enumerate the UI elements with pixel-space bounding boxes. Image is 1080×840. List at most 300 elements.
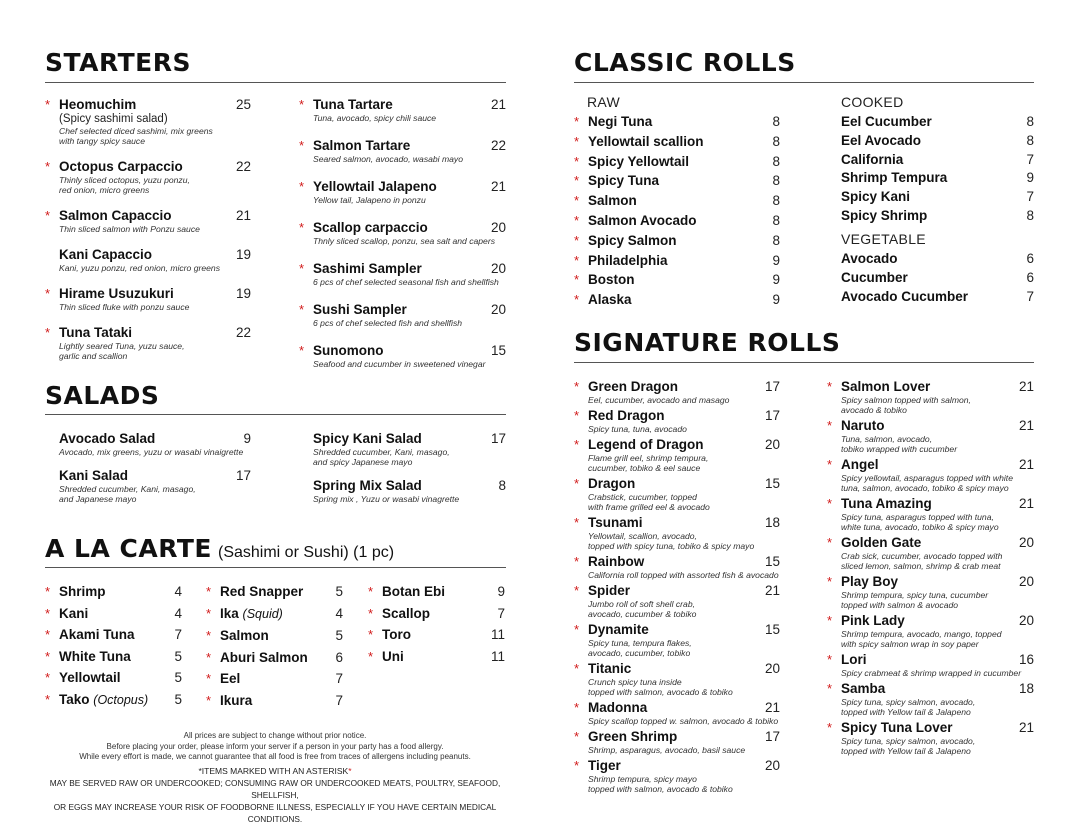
menu-item: [827, 207, 1034, 224]
item-name-text: Eel Avocado: [841, 132, 922, 148]
item-price: 21: [490, 179, 506, 194]
item-name: [382, 626, 505, 643]
item-description: Spicy tuna, tempura flakes, avocado, cucumber, tobiko: [588, 638, 692, 658]
item-description: 6 pcs of chef selected fish and shellfish: [313, 318, 463, 328]
item-description: Shredded cucumber, Kani, masago, and Japanese mayo: [59, 484, 196, 504]
raw-asterisk-icon: *: [368, 627, 374, 642]
item-name: [841, 250, 1034, 267]
item-name-note: (Squid): [242, 606, 283, 621]
menu-item: [299, 301, 506, 328]
item-name: [588, 757, 780, 774]
raw-asterisk-icon: *: [368, 605, 374, 621]
item-price: 15: [490, 343, 506, 358]
item-name: [59, 605, 182, 622]
alacarte-col-1: [45, 583, 182, 709]
item-name-text: Spider: [588, 583, 631, 598]
menu-item: [45, 207, 251, 234]
item-price: 8: [772, 193, 780, 209]
item-price: 20: [490, 302, 506, 317]
item-price: 11: [490, 648, 505, 664]
item-description: Chef selected diced sashimi, mix greens with tangy spicy sauce: [59, 126, 213, 146]
raw-asterisk-icon: *: [574, 252, 580, 268]
raw-asterisk-icon: *: [574, 133, 580, 149]
item-price: 8: [1026, 132, 1034, 148]
item-name: [220, 627, 343, 644]
raw-asterisk-icon: *: [574, 379, 580, 394]
item-price: 7: [497, 605, 505, 621]
item-name: [220, 692, 343, 709]
item-name-text: Tiger: [588, 758, 621, 773]
item-name: [220, 583, 343, 600]
item-price: 7: [1026, 151, 1034, 167]
alacarte-title: [45, 536, 394, 561]
menu-item: [574, 192, 780, 209]
item-description: Seafood and cucumber in sweetened vinegar: [313, 359, 486, 369]
item-name: [588, 699, 780, 716]
item-name-text: Avocado Cucumber: [841, 288, 969, 304]
item-name-text: Scallop carpaccio: [313, 220, 428, 235]
item-name: [59, 626, 182, 643]
item-description: Eel, cucumber, avocado and masago: [588, 395, 730, 405]
item-name: [588, 133, 780, 150]
item-price: 8: [772, 173, 780, 189]
item-price: 16: [1018, 652, 1034, 667]
item-price: 20: [764, 758, 780, 773]
item-name-text: Botan Ebi: [382, 584, 445, 599]
raw-asterisk-icon: *: [827, 379, 833, 394]
menu-item: [45, 626, 182, 643]
item-name: [59, 467, 251, 484]
item-description: Seared salmon, avocado, wasabi mayo: [313, 154, 463, 164]
item-name-text: Madonna: [588, 700, 648, 715]
menu-item: [574, 582, 780, 619]
item-name: [841, 573, 1034, 590]
item-name: [59, 246, 251, 263]
item-name: [841, 417, 1034, 434]
item-name: [588, 212, 780, 229]
item-price: 15: [764, 476, 780, 491]
menu-item: [299, 96, 506, 123]
item-name: [588, 291, 780, 308]
item-price: 17: [764, 408, 780, 423]
item-name: [841, 378, 1034, 395]
item-price: 21: [764, 583, 780, 598]
signature-col-2: [827, 378, 1034, 756]
item-name-text: Ika: [220, 605, 239, 621]
menu-item: [574, 153, 780, 170]
item-price: 18: [764, 515, 780, 530]
classic-cooked-column: [827, 93, 1034, 305]
item-price: 18: [1018, 681, 1034, 696]
item-description: Spicy tuna, spicy salmon, avocado, topped with Yellow tail & Jalapeno: [841, 736, 976, 756]
menu-item: [827, 132, 1034, 149]
item-price: 9: [243, 431, 251, 446]
item-price: 21: [235, 208, 251, 223]
menu-item: [45, 605, 182, 622]
item-name: [588, 378, 780, 395]
raw-asterisk-icon: *: [206, 649, 212, 665]
item-name-text: Sunomono: [313, 343, 384, 358]
menu-item: [45, 430, 251, 457]
item-price: 5: [335, 584, 343, 599]
item-name-text: Salmon Lover: [841, 379, 931, 394]
item-name-text: Avocado Salad: [59, 431, 156, 446]
classic-raw-column: [574, 93, 780, 308]
item-price: 20: [1018, 535, 1034, 550]
item-name: [220, 670, 343, 687]
raw-asterisk-icon: *: [206, 584, 212, 599]
menu-item: [574, 553, 780, 580]
item-description: Spicy tuna, tuna, avocado: [588, 424, 687, 434]
item-name: [59, 691, 182, 709]
item-name: [59, 583, 182, 600]
item-price: 15: [764, 622, 780, 637]
item-price: 4: [174, 605, 182, 621]
item-name: [841, 207, 1034, 224]
menu-item: [574, 407, 780, 434]
menu-item: [574, 252, 780, 269]
menu-item: [299, 178, 506, 205]
item-price: 5: [174, 691, 182, 707]
raw-asterisk-icon: *: [574, 661, 580, 676]
item-name-text: Rainbow: [588, 554, 645, 569]
item-name: [588, 553, 780, 570]
item-name-text: Pink Lady: [841, 613, 905, 628]
raw-asterisk-icon: *: [368, 648, 374, 664]
menu-item: [827, 651, 1034, 678]
menu-item: [299, 430, 506, 467]
item-price: 21: [1018, 496, 1034, 511]
menu-item: [827, 456, 1034, 493]
item-price: 8: [1026, 207, 1034, 223]
item-name: [382, 605, 505, 622]
item-price: 25: [235, 97, 251, 112]
menu-item: [45, 583, 182, 600]
menu-item: [574, 172, 780, 189]
menu-item: [827, 534, 1034, 571]
item-name-text: Green Dragon: [588, 379, 679, 394]
classic-rolls-rule: [574, 82, 1034, 83]
item-price: 5: [174, 670, 182, 685]
item-alias: (Spicy sashimi salad): [59, 113, 168, 125]
menu-item: [206, 670, 343, 687]
starters-title: STARTERS: [45, 48, 191, 77]
item-name: [588, 436, 780, 453]
alacarte-col-3: [368, 583, 505, 665]
menu-item: [574, 436, 780, 473]
raw-asterisk-icon: *: [45, 691, 51, 707]
item-name-text: Red Dragon: [588, 408, 665, 423]
raw-asterisk-icon: *: [827, 418, 833, 433]
item-name-text: Avocado: [841, 250, 898, 266]
signature-rolls-rule: [574, 362, 1034, 363]
item-name: [841, 719, 1034, 736]
raw-asterisk-icon: *: [827, 613, 833, 628]
raw-asterisk-icon: *: [574, 408, 580, 423]
raw-asterisk-icon: *: [45, 97, 51, 112]
raw-asterisk-icon: *: [574, 212, 580, 228]
item-name: [841, 151, 1034, 168]
item-name-text: Tsunami: [588, 515, 643, 530]
item-description: Thin sliced fluke with ponzu sauce: [59, 302, 190, 312]
item-price: 9: [772, 292, 780, 308]
menu-item: [574, 514, 780, 551]
item-name-text: Shrimp Tempura: [841, 170, 948, 186]
item-name: [588, 252, 780, 269]
alacarte-subtitle: (Sashimi or Sushi) (1 pc): [218, 544, 395, 561]
item-description: Thinly sliced octopus, yuzu ponzu, red onion, micro greens: [59, 175, 190, 195]
item-price: 17: [235, 468, 251, 483]
raw-asterisk-icon: *: [827, 574, 833, 589]
footer-line-2: Before placing your order, please inform your server if a person in your party has a food allergy.: [106, 741, 444, 751]
raw-asterisk-icon: *: [206, 692, 212, 708]
item-price: 6: [1026, 250, 1034, 266]
item-name: [382, 648, 505, 665]
item-name: [59, 285, 251, 302]
item-description: Crabstick, cucumber, topped with frame grilled eel & avocado: [588, 492, 710, 512]
item-name-text: Hirame Usuzukuri: [59, 286, 174, 301]
item-description: Kani, yuzu ponzu, red onion, micro greens: [59, 263, 220, 273]
allergy-footer: [45, 731, 505, 825]
item-name: [588, 660, 780, 677]
item-name-text: Titanic: [588, 661, 632, 676]
item-name: [841, 269, 1034, 286]
item-name-text: Naruto: [841, 418, 885, 433]
classic-rolls-title: CLASSIC ROLLS: [574, 48, 796, 77]
item-price: 8: [498, 478, 506, 493]
item-name-text: Ikura: [220, 692, 253, 708]
item-name-text: White Tuna: [59, 648, 131, 664]
footer-warning-1: MAY BE SERVED RAW OR UNDERCOOKED; CONSUMING RAW OR UNDERCOOKED MEATS, POULTRY, SEAFOOD, SHELLFISH,: [49, 777, 501, 800]
item-name-text: Yellowtail: [59, 670, 121, 685]
menu-item: [574, 475, 780, 512]
menu-item: [574, 660, 780, 697]
raw-asterisk-icon: *: [299, 343, 305, 358]
item-name: [59, 96, 251, 113]
raw-asterisk-icon: *: [299, 138, 305, 153]
menu-item: [299, 477, 506, 504]
menu-item: [574, 757, 780, 794]
item-description: Shredded cucumber, Kani, masago, and spicy Japanese mayo: [313, 447, 450, 467]
salads-col-2: [299, 430, 506, 504]
raw-asterisk-icon: *: [574, 193, 580, 209]
item-name-text: Kani: [59, 605, 89, 621]
menu-item: [368, 605, 505, 622]
vegetable-category-label: VEGETABLE: [841, 230, 926, 247]
menu-item: [368, 626, 505, 643]
raw-asterisk-icon: *: [45, 605, 51, 621]
raw-asterisk-icon: *: [574, 554, 580, 569]
item-name: [313, 178, 506, 195]
item-name: [588, 514, 780, 531]
item-name-text: Angel: [841, 457, 879, 472]
item-name: [588, 113, 780, 130]
item-name-text: Tako: [59, 691, 90, 707]
footer-asterisk-note: [45, 765, 505, 777]
item-description: Shrimp, asparagus, avocado, basil sauce: [588, 745, 746, 755]
item-name: [588, 621, 780, 638]
item-name-text: Spicy Tuna Lover: [841, 720, 953, 735]
alacarte-rule: [45, 567, 506, 568]
item-price: 21: [764, 700, 780, 715]
item-name: [59, 430, 251, 447]
item-name-text: Tuna Tartare: [313, 97, 393, 112]
raw-asterisk-icon: *: [574, 515, 580, 530]
item-price: 6: [1026, 269, 1034, 285]
menu-item: [45, 96, 251, 146]
item-description: Jumbo roll of soft shell crab, avocado, cucumber & tobiko: [588, 599, 697, 619]
item-price: 8: [772, 153, 780, 169]
item-price: 21: [1018, 418, 1034, 433]
raw-asterisk-icon: *: [45, 670, 51, 685]
item-price: 20: [490, 220, 506, 235]
item-name: [841, 288, 1034, 305]
menu-item: [574, 621, 780, 658]
item-price: 7: [1026, 189, 1034, 205]
item-price: 17: [490, 431, 506, 446]
item-name: [59, 207, 251, 224]
item-name: [588, 192, 780, 209]
item-name-text: Play Boy: [841, 574, 899, 589]
footer-warning-2: OR EGGS MAY INCREASE YOUR RISK OF FOODBORNE ILLNESS, ESPECIALLY IF YOU HAVE CERTAIN MEDICAL CONDITIONS.: [53, 801, 497, 824]
item-price: 21: [490, 97, 506, 112]
menu-item: [827, 378, 1034, 415]
vegetable-roll-list: [827, 250, 1034, 305]
raw-asterisk-icon: *: [574, 272, 580, 288]
item-name-text: Salmon: [220, 628, 269, 643]
item-price: 22: [235, 325, 251, 340]
item-description: Yellow tail, Jalapeno in ponzu: [313, 195, 426, 205]
item-price: 8: [772, 133, 780, 149]
alacarte-title-text: A LA CARTE: [45, 534, 212, 563]
salads-rule: [45, 414, 506, 415]
item-description: Spicy tuna, asparagus topped with tuna, white tuna, avocado, tobiko & spicy mayo: [841, 512, 999, 532]
item-name-text: Tuna Amazing: [841, 496, 932, 511]
item-name: [313, 260, 506, 277]
item-price: 20: [490, 261, 506, 276]
item-price: 8: [772, 232, 780, 248]
item-name: [313, 219, 506, 236]
item-price: 8: [772, 212, 780, 228]
item-price: 8: [1026, 114, 1034, 129]
raw-asterisk-icon: *: [299, 97, 305, 112]
menu-item: [827, 151, 1034, 168]
item-description: Flame grill eel, shrimp tempura, cucumber, tobiko & eel sauce: [588, 453, 709, 473]
item-description: Crunch spicy tuna inside topped with salmon, avocado & tobiko: [588, 677, 733, 697]
item-name: [588, 232, 780, 249]
raw-asterisk-icon: *: [299, 261, 305, 276]
item-name-text: Lori: [841, 652, 867, 667]
item-price: 20: [1018, 574, 1034, 589]
item-name: [588, 475, 780, 492]
menu-item: [45, 158, 251, 195]
menu-item: [45, 648, 182, 665]
item-name: [220, 649, 343, 666]
menu-item: [827, 612, 1034, 649]
item-name: [588, 407, 780, 424]
item-name-text: Salmon Capaccio: [59, 208, 172, 223]
menu-item: [827, 169, 1034, 186]
menu-item: [368, 648, 505, 665]
item-name: [841, 113, 1034, 130]
raw-asterisk-icon: *: [368, 584, 374, 599]
item-name-text: California: [841, 151, 904, 167]
item-name-text: Spicy Kani Salad: [313, 431, 422, 446]
raw-asterisk-icon: *: [206, 671, 212, 686]
item-description: Thnly sliced scallop, ponzu, sea salt and capers: [313, 236, 496, 246]
item-name-text: Akami Tuna: [59, 627, 135, 642]
item-name-text: Boston: [588, 272, 635, 288]
item-name: [313, 430, 506, 447]
raw-asterisk-icon: *: [206, 605, 212, 621]
raw-asterisk-icon: *: [827, 720, 833, 735]
raw-asterisk-icon: *: [45, 627, 51, 642]
starters-rule: [45, 82, 506, 83]
item-name: [841, 456, 1034, 473]
item-name-text: Uni: [382, 648, 404, 664]
item-name: [313, 137, 506, 154]
item-name-text: Spring Mix Salad: [313, 478, 422, 493]
item-name-text: Salmon: [588, 193, 637, 209]
item-name-text: Spicy Tuna: [588, 173, 660, 189]
menu-item: [574, 378, 780, 405]
menu-item: [827, 417, 1034, 454]
footer-asterisk-mark: *: [348, 765, 352, 776]
item-name-text: Spicy Kani: [841, 189, 911, 205]
item-name: [59, 648, 182, 665]
item-description: Spicy tuna, spicy salmon, avocado, topped with Yellow tail & Jalapeno: [841, 697, 976, 717]
item-description: Yellowtail, scallion, avocado, topped with spicy tuna, tobiko & spicy mayo: [588, 531, 755, 551]
menu-item: [206, 583, 343, 600]
item-description: Avocado, mix greens, yuzu or wasabi vinaigrette: [59, 447, 244, 457]
raw-asterisk-icon: *: [206, 628, 212, 643]
item-price: 8: [772, 114, 780, 129]
signature-rolls-title: SIGNATURE ROLLS: [574, 328, 841, 357]
item-name-text: Kani Capaccio: [59, 247, 153, 262]
menu-item: [45, 246, 251, 273]
item-name: [841, 188, 1034, 205]
item-price: 21: [1018, 457, 1034, 472]
item-name-text: Cucumber: [841, 269, 908, 285]
item-name: [588, 271, 780, 288]
raw-asterisk-icon: *: [299, 302, 305, 317]
raw-asterisk-icon: *: [45, 325, 51, 340]
item-price: 9: [497, 584, 505, 599]
item-price: 19: [235, 286, 251, 301]
item-price: 7: [335, 692, 343, 708]
raw-asterisk-icon: *: [45, 648, 51, 664]
raw-asterisk-icon: *: [45, 286, 51, 301]
raw-asterisk-icon: *: [827, 652, 833, 667]
item-name-text: Tuna Tataki: [59, 325, 133, 340]
item-name-text: Spicy Salmon: [588, 232, 677, 248]
item-price: 7: [1026, 288, 1034, 304]
item-name-text: Eel Cucumber: [841, 114, 932, 129]
item-name: [313, 342, 506, 359]
item-price: 21: [1018, 379, 1034, 394]
item-name-text: Salmon Avocado: [588, 212, 697, 228]
item-price: 5: [174, 648, 182, 664]
item-name: [841, 680, 1034, 697]
menu-item: [827, 250, 1034, 267]
item-price: 11: [490, 627, 505, 642]
raw-asterisk-icon: *: [574, 114, 580, 129]
item-name: [59, 158, 251, 175]
raw-asterisk-icon: *: [827, 535, 833, 550]
menu-item: [206, 692, 343, 709]
raw-asterisk-icon: *: [45, 208, 51, 223]
raw-asterisk-icon: *: [574, 476, 580, 491]
